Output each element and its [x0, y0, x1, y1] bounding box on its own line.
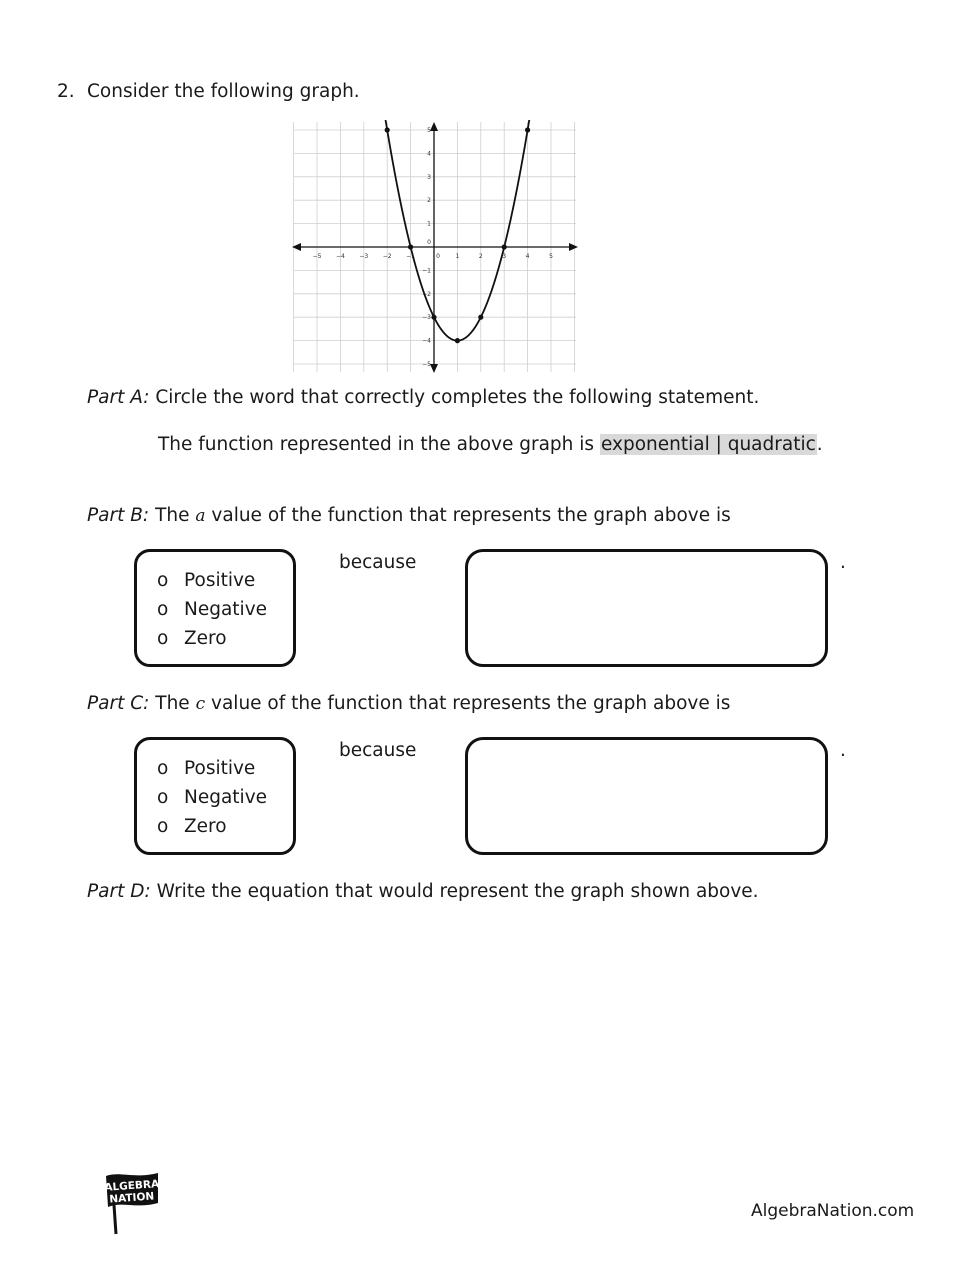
part-c-because: because — [339, 740, 417, 761]
graph-point — [408, 244, 413, 249]
x-tick-label: −2 — [382, 253, 392, 260]
part-c-option-label: Zero — [184, 816, 227, 837]
part-a-period: . — [816, 434, 823, 455]
x-tick-label: −4 — [335, 253, 345, 260]
radio-bullet-icon: o — [157, 758, 169, 779]
part-b-option-label: Negative — [184, 599, 268, 620]
part-b-var: a — [195, 506, 206, 526]
part-c-option-negative[interactable] — [157, 787, 267, 809]
radio-bullet-icon: o — [157, 628, 169, 649]
question-number: 2. — [57, 81, 75, 102]
y-tick-label: −4 — [422, 337, 431, 345]
radio-bullet-icon: o — [157, 570, 169, 591]
part-a-statement: The function represented in the above graph is — [158, 434, 595, 455]
part-a-label: Part A: — [87, 387, 150, 408]
part-c-period: . — [840, 740, 846, 761]
graph-point — [502, 244, 507, 249]
part-c-label: Part C: — [87, 693, 150, 714]
part-d-line — [87, 881, 759, 903]
part-c-option-positive[interactable] — [157, 758, 255, 780]
x-tick-label: 3 — [502, 253, 507, 260]
graph-axes — [292, 122, 578, 373]
part-b-option-label: Zero — [184, 628, 227, 649]
part-c-choice-box — [134, 737, 296, 855]
part-c-answer-box[interactable] — [465, 737, 828, 855]
x-tick-label: 4 — [525, 253, 530, 260]
x-tick-label: −3 — [359, 253, 369, 260]
parabola-graph — [290, 120, 580, 374]
graph-point — [478, 315, 483, 320]
part-b-period: . — [840, 552, 846, 573]
part-b-option-label: Positive — [184, 570, 256, 591]
graph-point — [455, 338, 460, 343]
y-tick-label: 3 — [427, 173, 431, 181]
part-b-label: Part B: — [87, 505, 150, 526]
part-d-label: Part D: — [87, 881, 151, 902]
y-tick-label: −2 — [422, 290, 431, 298]
part-a-text: Circle the word that correctly completes the following statement. — [155, 387, 760, 408]
x-axis-arrow-right — [569, 243, 578, 251]
logo-text-line2: NATION — [108, 1190, 155, 1206]
y-tick-label: −1 — [422, 267, 431, 275]
part-b-line — [87, 505, 731, 527]
question-prompt: Consider the following graph. — [87, 81, 360, 102]
part-c-text-post: value of the function that represents the graph above is — [211, 693, 731, 714]
algebra-nation-logo — [102, 1170, 162, 1238]
part-b-because: because — [339, 552, 417, 573]
x-tick-label: −5 — [312, 253, 322, 260]
part-c-line — [87, 693, 730, 715]
part-d-text: Write the equation that would represent the graph shown above. — [156, 881, 759, 902]
part-b-text-post: value of the function that represents the graph above is — [211, 505, 731, 526]
part-c-option-label: Positive — [184, 758, 256, 779]
part-a-options[interactable]: exponential | quadratic — [600, 434, 816, 455]
part-b-text-pre: The — [155, 505, 190, 526]
footer-site-link[interactable]: AlgebraNation.com — [751, 1201, 915, 1221]
part-a-line — [87, 387, 759, 409]
part-b-answer-box[interactable] — [465, 549, 828, 667]
part-a-statement-line — [158, 434, 823, 456]
part-c-option-label: Negative — [184, 787, 268, 808]
x-tick-label: 1 — [455, 253, 460, 260]
part-b-choice-box — [134, 549, 296, 667]
y-tick-label: 1 — [427, 220, 431, 228]
graph-point — [385, 127, 390, 132]
y-tick-label: 2 — [427, 197, 431, 205]
x-tick-label: −1 — [406, 253, 416, 260]
y-axis-arrow-up — [430, 122, 438, 131]
y-tick-label: 5 — [427, 127, 431, 134]
graph-point — [431, 315, 436, 320]
part-b-option-negative[interactable] — [157, 599, 267, 621]
x-tick-label: 5 — [549, 253, 553, 260]
part-c-text-pre: The — [155, 693, 190, 714]
part-b-option-positive[interactable] — [157, 570, 255, 592]
logo-text-line1: ALGEBRA — [104, 1178, 160, 1194]
y-axis-arrow-down — [430, 364, 438, 373]
y-tick-label: −3 — [422, 314, 431, 322]
part-c-option-zero[interactable] — [157, 816, 227, 838]
x-tick-label: 2 — [478, 253, 483, 260]
radio-bullet-icon: o — [157, 787, 169, 808]
y-tick-label: 0 — [427, 239, 431, 246]
radio-bullet-icon: o — [157, 599, 169, 620]
x-tick-label: 0 — [436, 253, 440, 260]
y-tick-label: 4 — [427, 150, 431, 158]
graph-point — [525, 127, 530, 132]
part-c-var: c — [195, 694, 206, 714]
y-tick-label: −5 — [422, 361, 431, 368]
part-b-option-zero[interactable] — [157, 628, 227, 650]
radio-bullet-icon: o — [157, 816, 169, 837]
